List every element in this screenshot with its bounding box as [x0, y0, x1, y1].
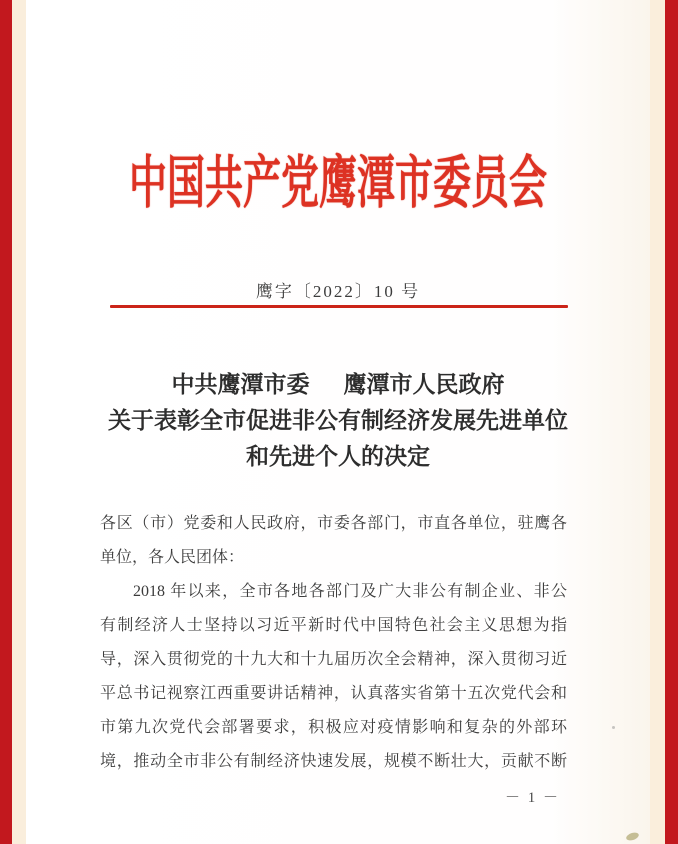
title-party-committee: 中共鹰潭市委: [171, 372, 310, 397]
document-issuer-header: [26, 152, 650, 216]
body-line: 各区（市）党委和人民政府，市委各部门，市直各单位，驻鹰各: [100, 515, 567, 532]
body-line: 导，深入贯彻党的十九大和十九届历次全会精神，深入贯彻习近: [100, 651, 567, 668]
body-line-paragraph-start: 2018 年以来，全市各地各部门及广大非公有制企业、非公: [133, 583, 567, 600]
page-border-red-left: [0, 0, 12, 844]
document-number: 鹰字〔2022〕10 号: [255, 282, 421, 301]
document-body: [100, 507, 567, 779]
scan-speck: [612, 726, 615, 729]
body-line: 市第九次党代会部署要求，积极应对疫情影响和复杂的外部环: [100, 719, 567, 736]
body-line: 平总书记视察江西重要讲话精神，认真落实省第十五次党代会和: [100, 685, 567, 702]
title-line-3: 和先进个人的决定: [246, 444, 430, 469]
page-border-cream-left: [12, 0, 26, 844]
body-line: 境，推动全市非公有制经济快速发展，规模不断壮大，贡献不断: [100, 753, 567, 770]
scan-smudge: [625, 831, 640, 842]
body-line-salutation-end: 单位，各人民团体：: [100, 549, 245, 566]
document-title: [26, 367, 650, 475]
page-border-red-right: [665, 0, 678, 844]
title-line-2: 关于表彰全市促进非公有制经济发展先进单位: [108, 408, 568, 433]
issuer-name-text: 中国共产党鹰潭市委员会: [128, 152, 547, 216]
title-people-government: 鹰潭市人民政府: [343, 372, 505, 397]
page-border-cream-right: [650, 0, 665, 844]
red-divider-line: [110, 305, 568, 308]
page-number: － 1 －: [504, 790, 560, 806]
title-line-issuers: [26, 367, 650, 403]
document-paper: [26, 0, 650, 844]
body-line: 有制经济人士坚持以习近平新时代中国特色社会主义思想为指: [100, 617, 567, 634]
